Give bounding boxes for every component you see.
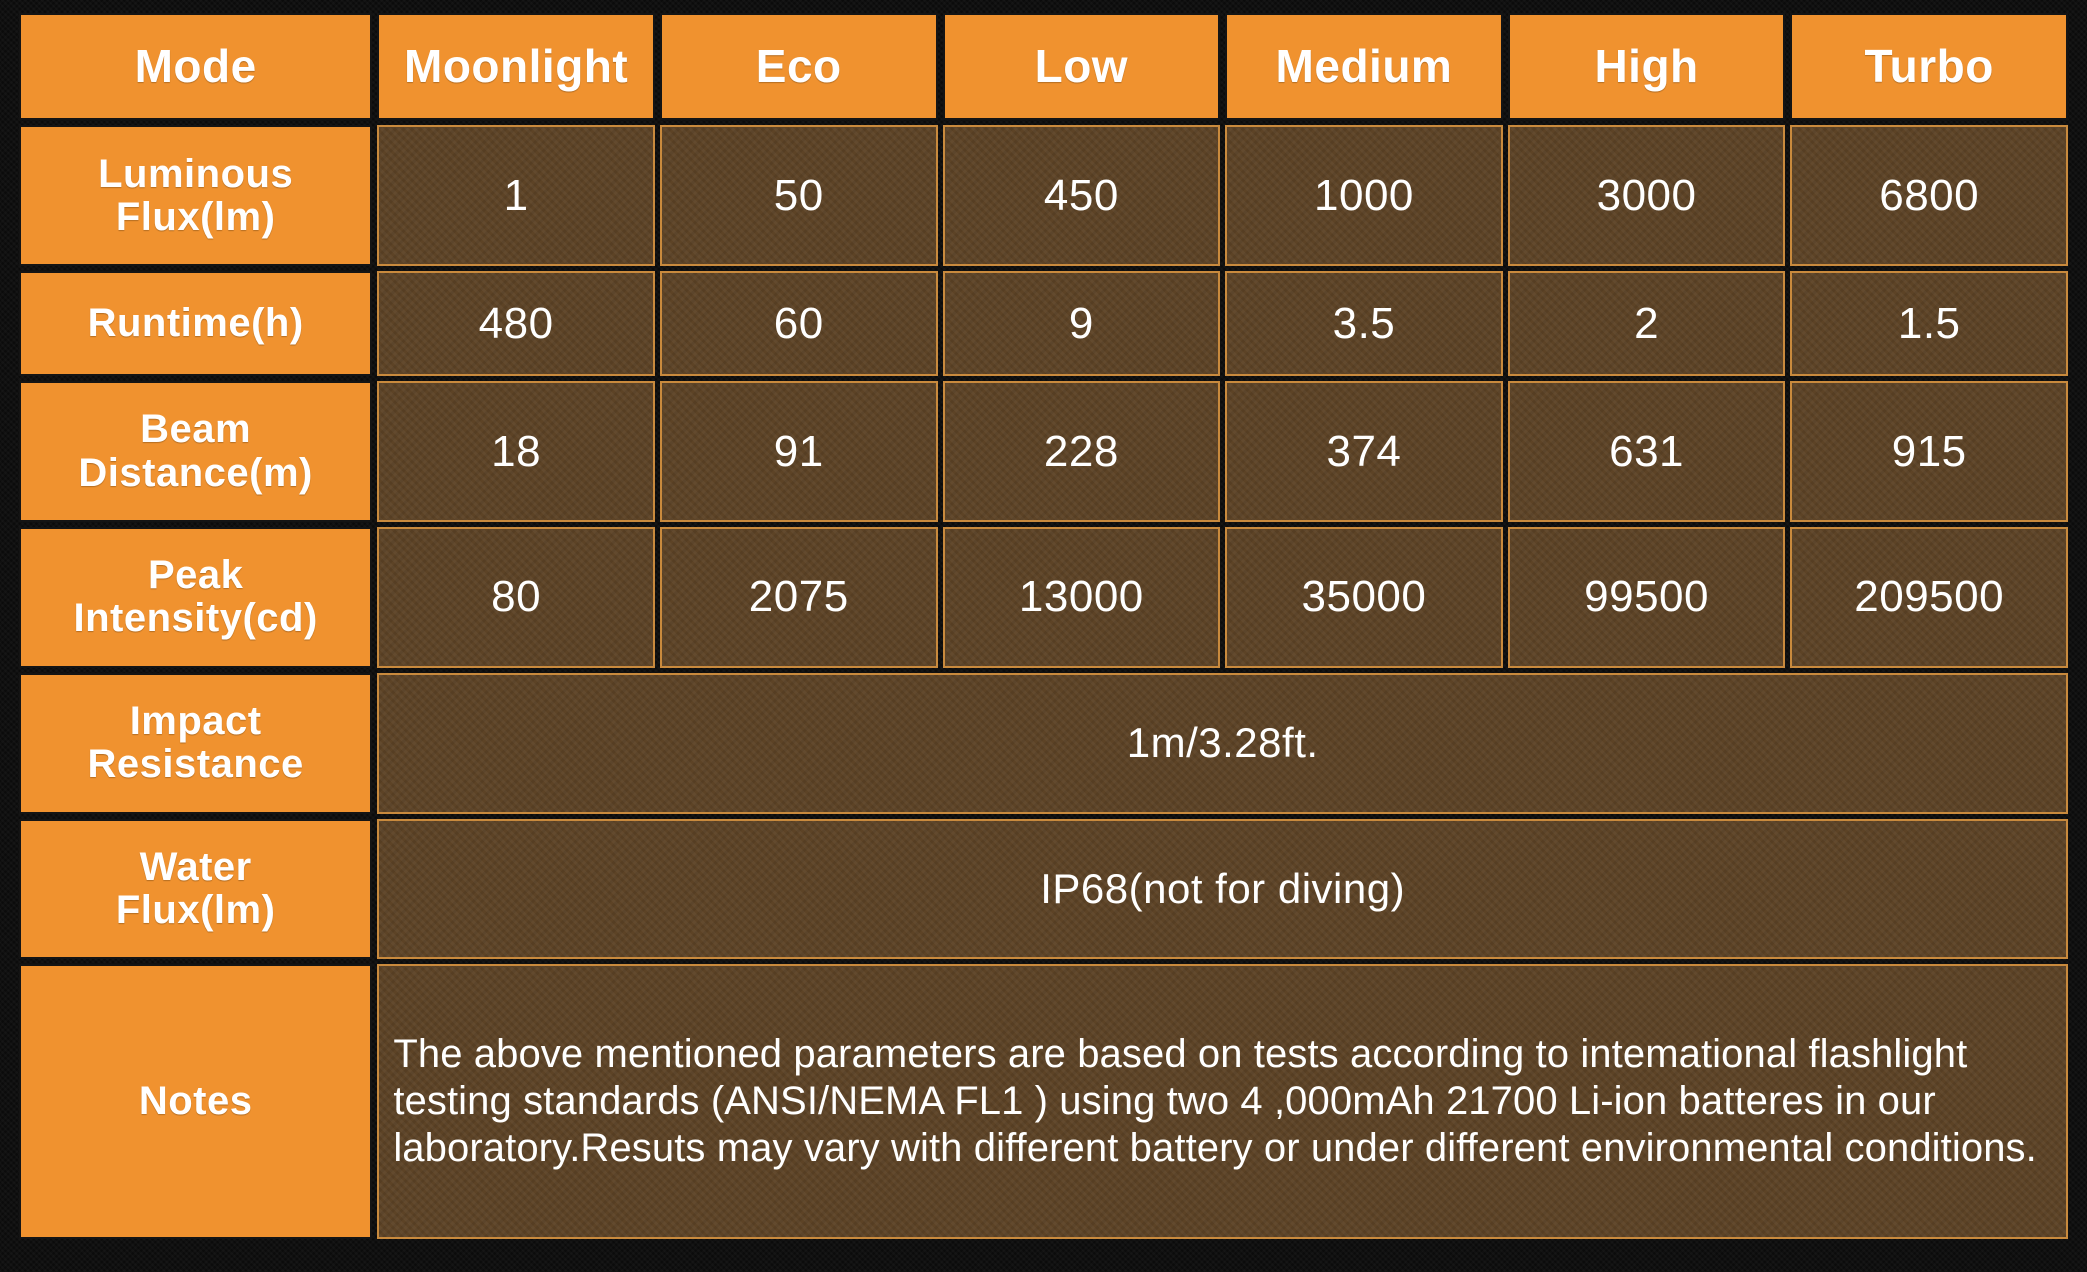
cell-peak-intensity-turbo: 209500 <box>1790 527 2068 668</box>
cell-beam-distance-moonlight: 18 <box>377 381 655 522</box>
cell-runtime-eco: 60 <box>660 271 938 376</box>
cell-luminous-flux-low: 450 <box>943 125 1221 266</box>
cell-peak-intensity-low: 13000 <box>943 527 1221 668</box>
cell-water-resistance-value: IP68(not for diving) <box>377 819 2068 960</box>
cell-luminous-flux-eco: 50 <box>660 125 938 266</box>
cell-runtime-turbo: 1.5 <box>1790 271 2068 376</box>
cell-beam-distance-turbo: 915 <box>1790 381 2068 522</box>
column-header-turbo: Turbo <box>1790 13 2068 120</box>
column-header-mode: Mode <box>19 13 372 120</box>
row-header-impact-resistance <box>19 673 372 814</box>
cell-beam-distance-eco: 91 <box>660 381 938 522</box>
column-header-eco: Eco <box>660 13 938 120</box>
table-row <box>19 527 2068 668</box>
cell-luminous-flux-turbo: 6800 <box>1790 125 2068 266</box>
table-header-row <box>19 13 2068 120</box>
table-row <box>19 271 2068 376</box>
cell-notes-text: The above mentioned parameters are based on tests according to intemational flashlight testing standards (ANSI/NEMA FL1 ) using two 4 ,000mAh 21700 Li-ion batteres in our laboratory.Resuts may vary with different battery or under different environmental conditions. <box>377 964 2068 1239</box>
cell-luminous-flux-moonlight: 1 <box>377 125 655 266</box>
cell-peak-intensity-eco: 2075 <box>660 527 938 668</box>
flashlight-spec-table <box>14 8 2073 1244</box>
cell-beam-distance-low: 228 <box>943 381 1221 522</box>
cell-runtime-high: 2 <box>1508 271 1786 376</box>
table-row <box>19 381 2068 522</box>
row-header-water-resistance <box>19 819 372 960</box>
row-header-line2: Flux(lm) <box>115 888 276 933</box>
cell-luminous-flux-medium: 1000 <box>1225 125 1503 266</box>
row-header-line1: Impact <box>129 699 262 744</box>
row-header-beam-distance <box>19 381 372 522</box>
cell-luminous-flux-high: 3000 <box>1508 125 1786 266</box>
column-header-low: Low <box>943 13 1221 120</box>
table-row <box>19 125 2068 266</box>
cell-runtime-low: 9 <box>943 271 1221 376</box>
table-row <box>19 819 2068 960</box>
cell-peak-intensity-moonlight: 80 <box>377 527 655 668</box>
cell-runtime-medium: 3.5 <box>1225 271 1503 376</box>
row-header-line1: Beam <box>140 407 252 452</box>
row-header-line2: Intensity(cd) <box>73 596 318 641</box>
cell-beam-distance-medium: 374 <box>1225 381 1503 522</box>
row-header-line1: Water <box>139 844 252 889</box>
cell-peak-intensity-medium: 35000 <box>1225 527 1503 668</box>
row-header-notes: Notes <box>19 964 372 1239</box>
column-header-moonlight: Moonlight <box>377 13 655 120</box>
cell-impact-resistance-value: 1m/3.28ft. <box>377 673 2068 814</box>
row-header-runtime: Runtime(h) <box>19 271 372 376</box>
table-row-notes <box>19 964 2068 1239</box>
row-header-line1: Luminous <box>98 151 294 196</box>
row-header-line2: Flux(lm) <box>115 194 276 239</box>
row-header-peak-intensity <box>19 527 372 668</box>
row-header-line2: Resistance <box>87 742 304 787</box>
row-header-luminous-flux <box>19 125 372 266</box>
column-header-medium: Medium <box>1225 13 1503 120</box>
table-row <box>19 673 2068 814</box>
cell-beam-distance-high: 631 <box>1508 381 1786 522</box>
row-header-line2: Distance(m) <box>78 450 313 495</box>
column-header-high: High <box>1508 13 1786 120</box>
cell-peak-intensity-high: 99500 <box>1508 527 1786 668</box>
cell-runtime-moonlight: 480 <box>377 271 655 376</box>
row-header-line1: Peak <box>147 553 244 598</box>
